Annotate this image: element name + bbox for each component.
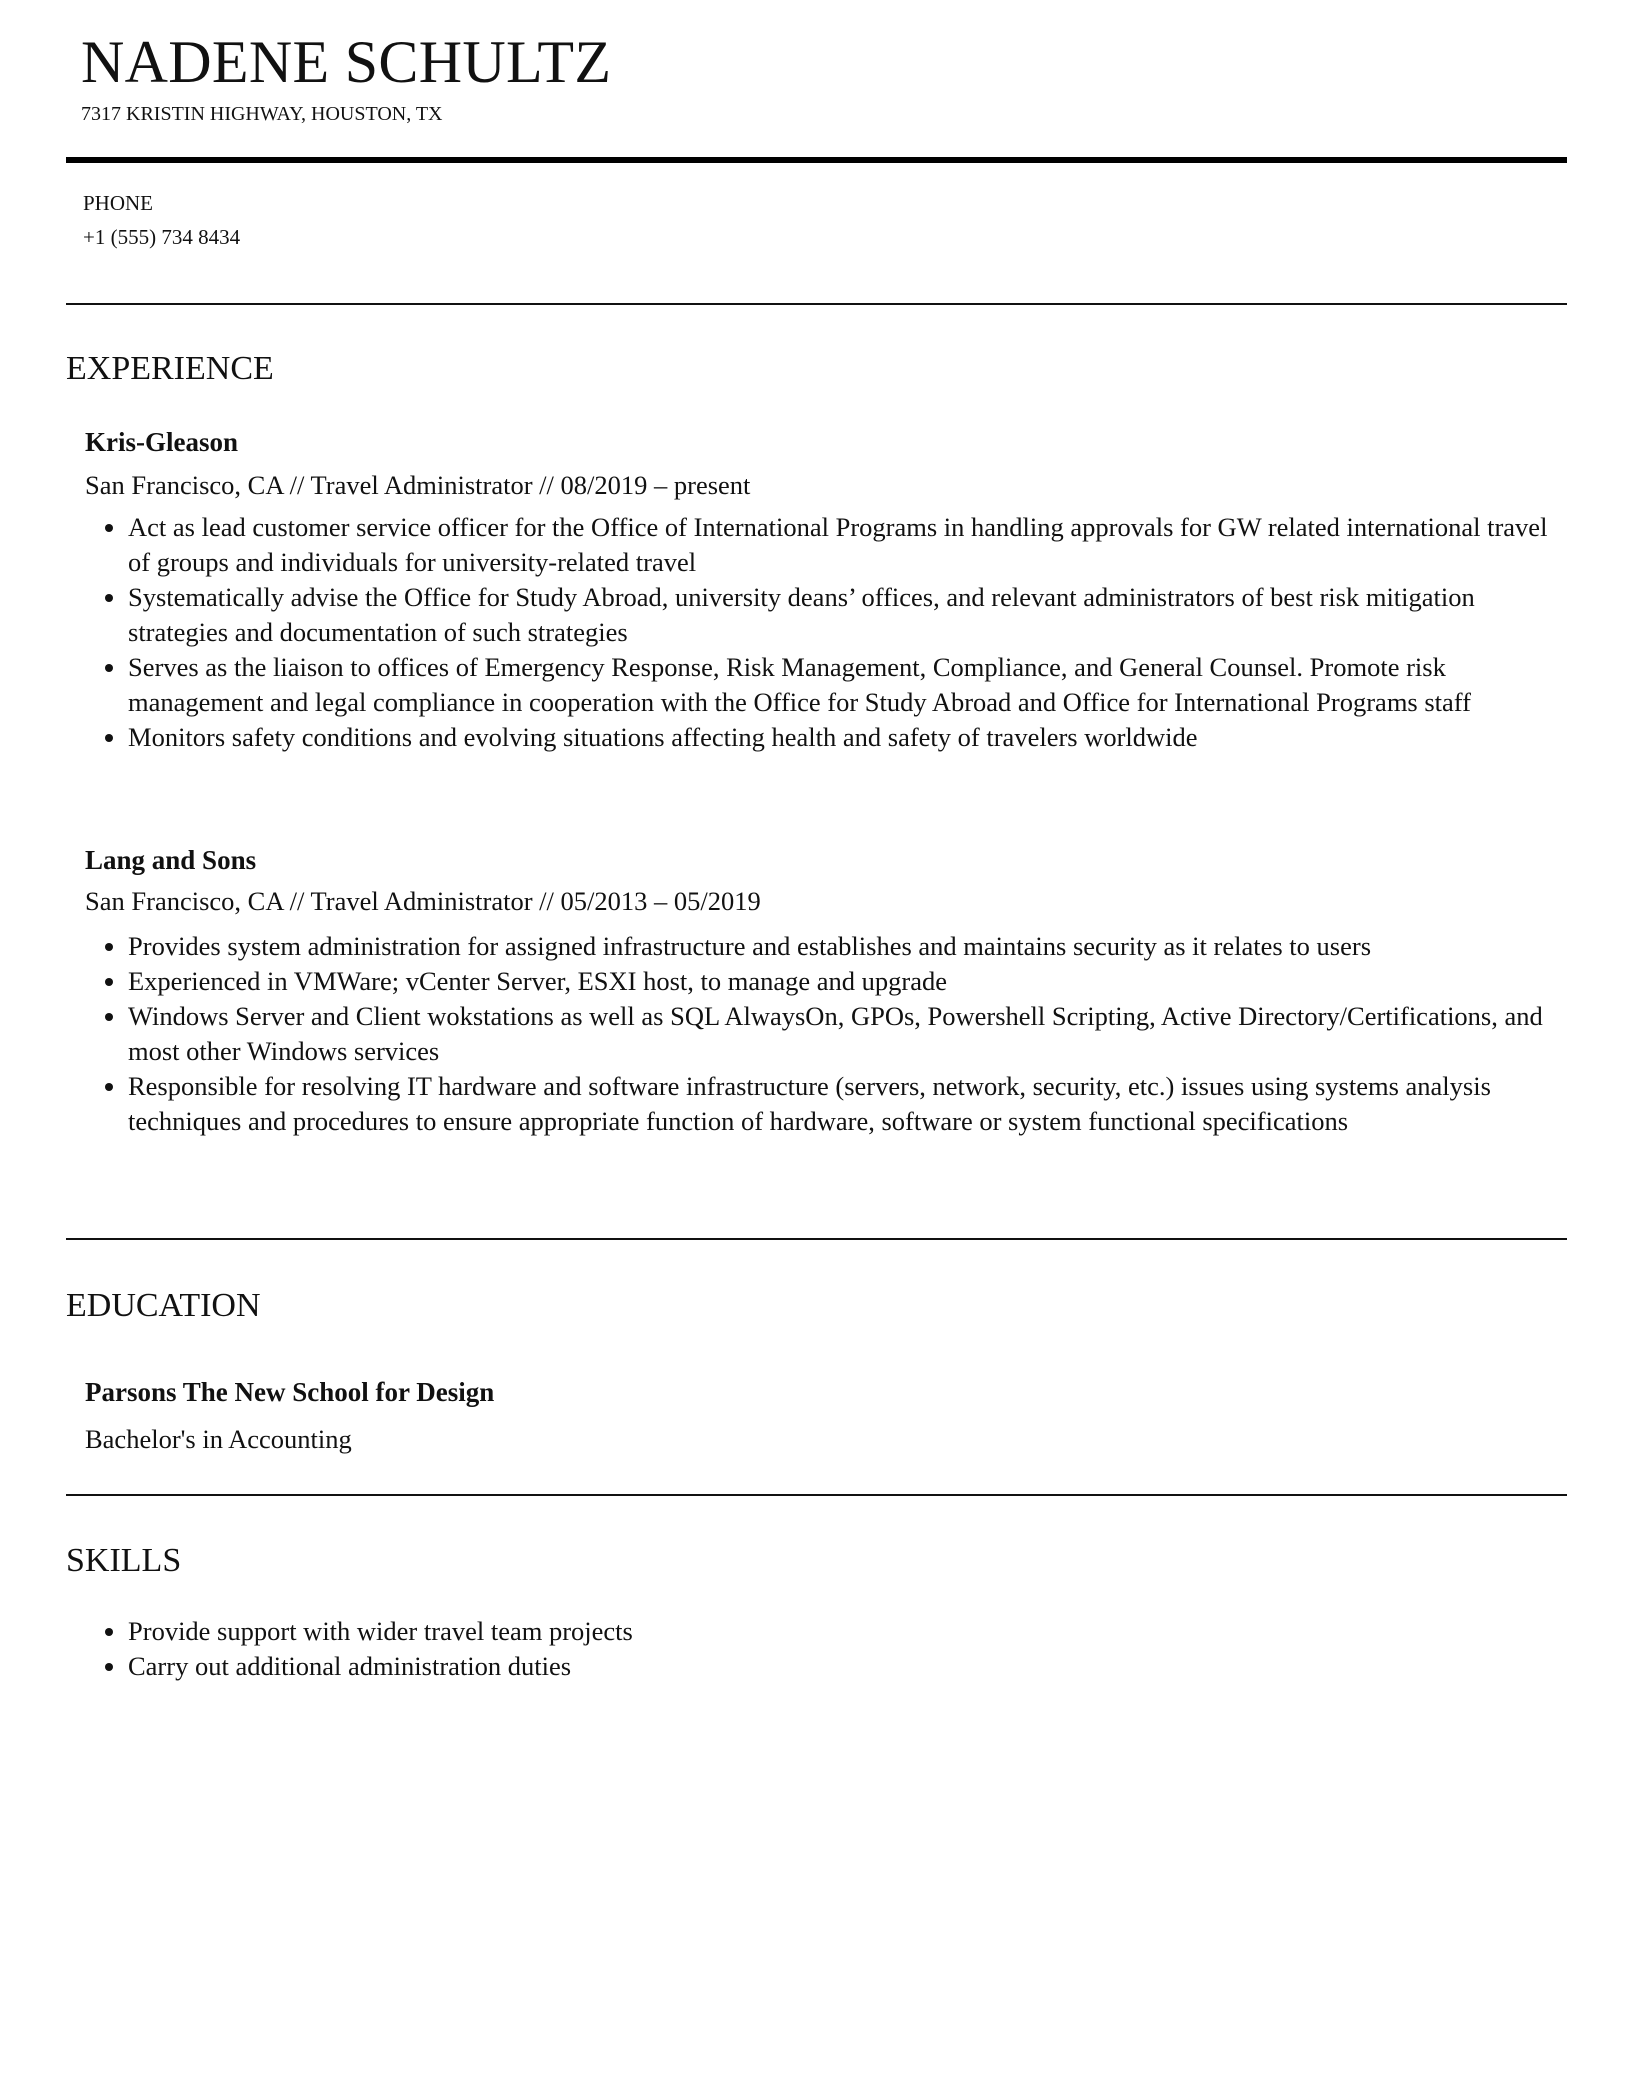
skills-list — [85, 1614, 1567, 1684]
skill-text: Provide support with wider travel team projects — [128, 1616, 633, 1646]
section-title-skills: SKILLS — [66, 1542, 182, 1579]
bullet-text: Responsible for resolving IT hardware and software infrastructure (servers, network, security, etc.) issues using systems analysis techniques and procedures to ensure appropriate function of hardware, software or system functional specifications — [128, 1071, 1491, 1136]
bullet-icon — [105, 1663, 113, 1671]
candidate-address: 7317 KRISTIN HIGHWAY, HOUSTON, TX — [81, 103, 443, 125]
bullet-text: Windows Server and Client wokstations as well as SQL AlwaysOn, GPOs, Powershell Scripting, Active Directory/Certifications, and most other Windows services — [128, 1001, 1543, 1066]
job-company: Kris-Gleason — [85, 427, 238, 457]
bullet-icon — [105, 1013, 113, 1021]
bullet-icon — [105, 1628, 113, 1636]
header-divider — [66, 157, 1567, 163]
experience-divider — [66, 1238, 1567, 1240]
bullet-text: Monitors safety conditions and evolving situations affecting health and safety of travelers worldwide — [128, 722, 1198, 752]
bullet-icon — [105, 1083, 113, 1091]
bullet-icon — [105, 734, 113, 742]
list-item — [128, 510, 1567, 580]
degree: Bachelor's in Accounting — [85, 1424, 352, 1454]
job-bullets — [85, 510, 1567, 755]
section-title-experience: EXPERIENCE — [66, 350, 274, 387]
list-item — [128, 1649, 1567, 1684]
bullet-text: Serves as the liaison to offices of Emergency Response, Risk Management, Compliance, and General Counsel. Promote risk management and legal compliance in cooperation with the Office for Study Abroad and Office for International Programs staff — [128, 652, 1471, 717]
bullet-text: Act as lead customer service officer for the Office of International Programs in handling approvals for GW related international travel of groups and individuals for university-related travel — [128, 512, 1548, 577]
school-name: Parsons The New School for Design — [85, 1377, 495, 1407]
job-bullets — [85, 929, 1567, 1139]
bullet-text: Experienced in VMWare; vCenter Server, ESXI host, to manage and upgrade — [128, 966, 948, 996]
bullet-icon — [105, 664, 113, 672]
list-item — [128, 964, 1567, 999]
list-item — [128, 929, 1567, 964]
phone-value: +1 (555) 734 8434 — [83, 225, 241, 249]
bullet-icon — [105, 978, 113, 986]
skill-text: Carry out additional administration duties — [128, 1651, 572, 1681]
list-item — [128, 580, 1567, 650]
list-item — [128, 1614, 1567, 1649]
job-company: Lang and Sons — [85, 845, 257, 875]
candidate-name: NADENE SCHULTZ — [81, 29, 612, 95]
list-item — [128, 720, 1567, 755]
bullet-text: Provides system administration for assigned infrastructure and establishes and maintains security as it relates to users — [128, 931, 1372, 961]
phone-label: PHONE — [83, 191, 154, 215]
job-meta: San Francisco, CA // Travel Administrator // 05/2013 – 05/2019 — [85, 886, 761, 916]
list-item — [128, 1069, 1567, 1139]
bullet-icon — [105, 524, 113, 532]
education-divider — [66, 1494, 1567, 1496]
bullet-icon — [105, 943, 113, 951]
list-item — [128, 650, 1567, 720]
bullet-icon — [105, 594, 113, 602]
list-item — [128, 999, 1567, 1069]
section-title-education: EDUCATION — [66, 1287, 261, 1324]
contact-divider — [66, 303, 1567, 305]
job-meta: San Francisco, CA // Travel Administrator // 08/2019 – present — [85, 470, 751, 500]
bullet-text: Systematically advise the Office for Study Abroad, university deans’ offices, and relevant administrators of best risk mitigation strategies and documentation of such strategies — [128, 582, 1475, 647]
